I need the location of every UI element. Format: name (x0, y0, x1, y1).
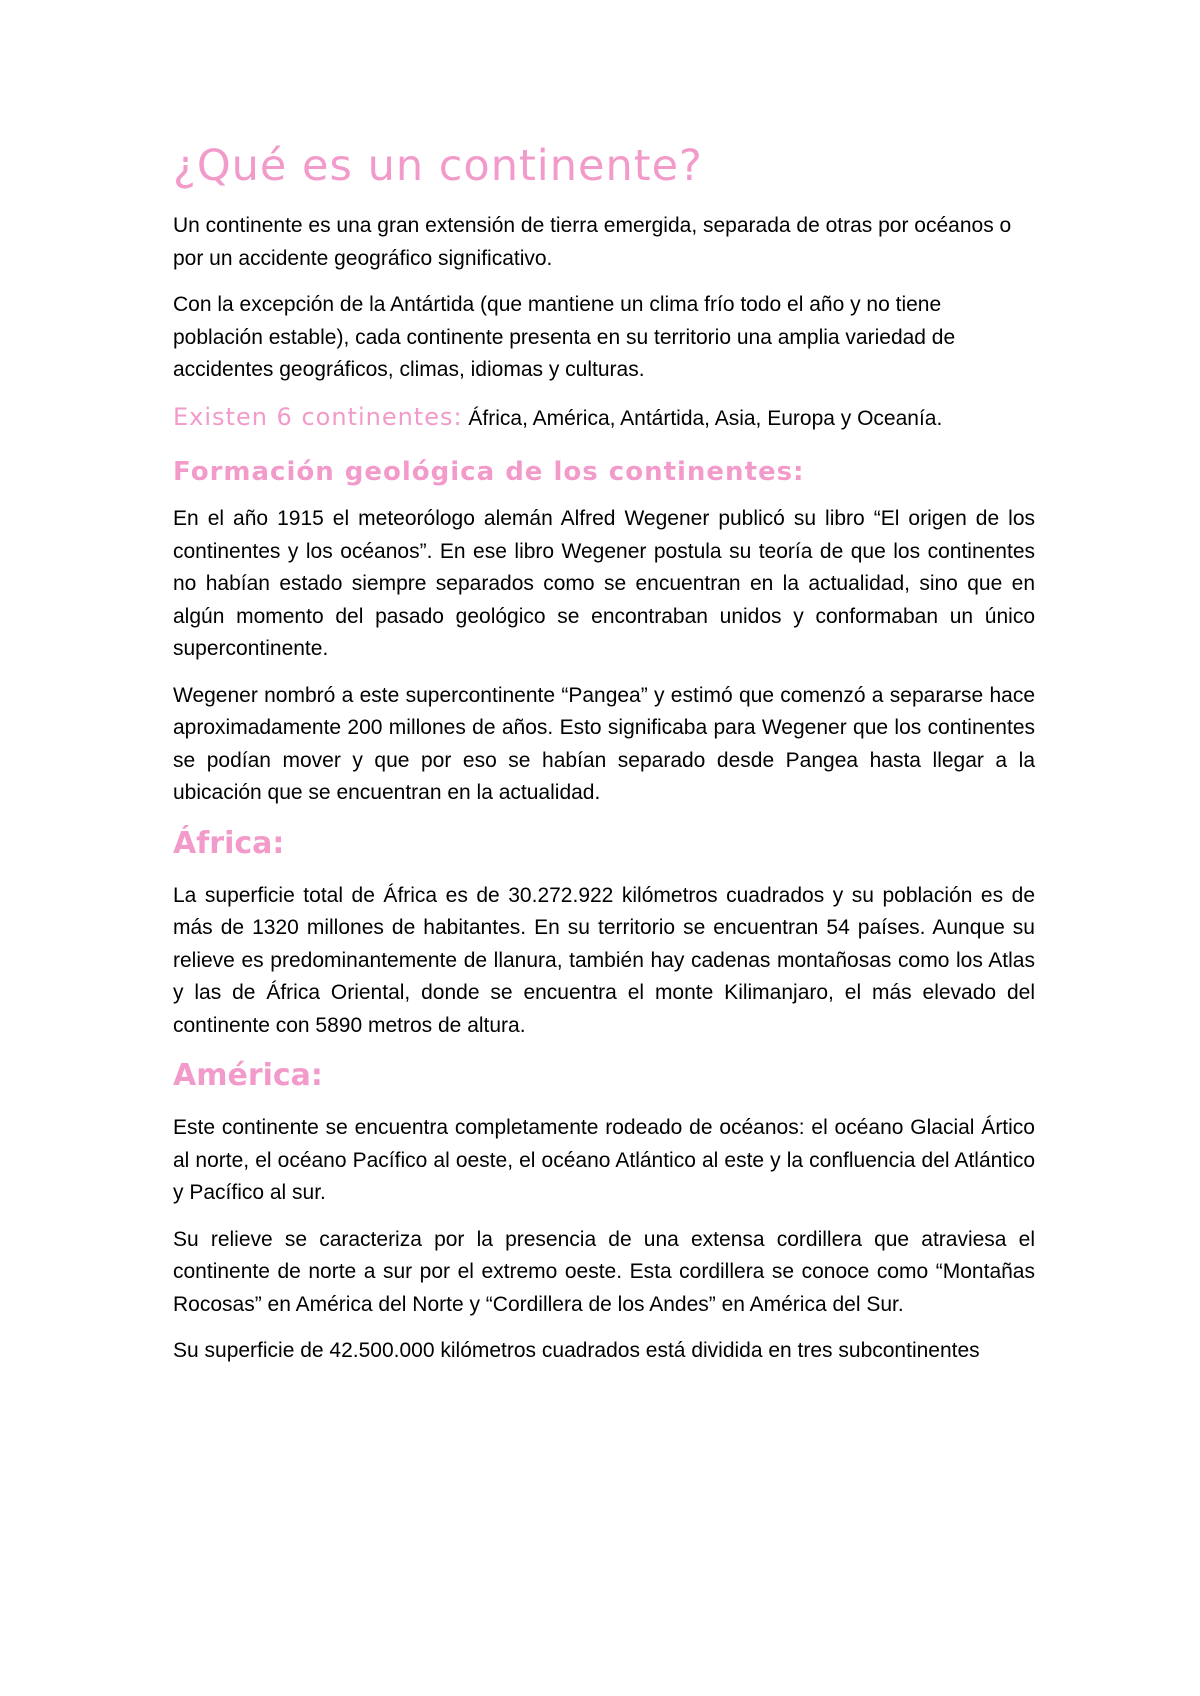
america-paragraph-2: Su relieve se caracteriza por la presencia de una extensa cordillera que atraviesa el continente de norte a sur por el extremo oeste. Esta cordillera se conoce como “Montañas Rocosas” en América del Norte y “Cordillera de los Andes” en América del Sur. (173, 1227, 1035, 1316)
page-title: ¿Qué es un continente? (173, 141, 703, 191)
section-heading-formacion: Formación geológica de los continentes: (173, 457, 805, 487)
document-page (173, 140, 1035, 1382)
section-heading-america: América: (173, 1058, 323, 1093)
continents-count-label: Existen 6 continentes: (173, 402, 463, 431)
formacion-paragraph-2: Wegener nombró a este supercontinente “Pangea” y estimó que comenzó a separarse hace aproximadamente 200 millones de años. Esto significaba para Wegener que los continentes se podían mover y que por eso se habían separado desde Pangea hasta llegar a la ubicación que se encuentran en la actualidad. (173, 683, 1035, 804)
america-paragraph-3: Su superficie de 42.500.000 kilómetros cuadrados está dividida en tres subcontinentes (173, 1339, 980, 1362)
section-heading-africa: África: (173, 825, 285, 861)
america-paragraph-1: Este continente se encuentra completamente rodeado de océanos: el océano Glacial Ártico al norte, el océano Pacífico al oeste, el océano Atlántico al este y la confluencia del Atlántico y Pacífico al sur. (173, 1116, 1035, 1204)
continents-list-paragraph (173, 401, 1035, 436)
intro-paragraph-2: Con la excepción de la Antártida (que mantiene un clima frío todo el año y no tiene población estable), cada continente presenta en su territorio una amplia variedad de accidentes geográficos, climas, idiomas y culturas. (173, 293, 956, 381)
formacion-paragraph-1: En el año 1915 el meteorólogo alemán Alfred Wegener publicó su libro “El origen de los continentes y los océanos”. En ese libro Wegener postula su teoría de que los continentes no habían estado siempre separados como se encuentran en la actualidad, sino que en algún momento del pasado geológico se encontraban unidos y conformaban un único supercontinente. (173, 507, 1035, 660)
intro-paragraph-1: Un continente es una gran extensión de tierra emergida, separada de otras por océanos o por un accidente geográfico significativo. (173, 214, 1012, 270)
continents-list-text: África, América, Antártida, Asia, Europa y Oceanía. (462, 406, 943, 430)
africa-paragraph-1: La superficie total de África es de 30.272.922 kilómetros cuadrados y su población es de más de 1320 millones de habitantes. En su territorio se encuentran 54 países. Aunque su relieve es predominantemente de llanura, también hay cadenas montañosas como los Atlas y las de África Oriental, donde se encuentra el monte Kilimanjaro, el más elevado del continente con 5890 metros de altura. (173, 883, 1035, 1037)
